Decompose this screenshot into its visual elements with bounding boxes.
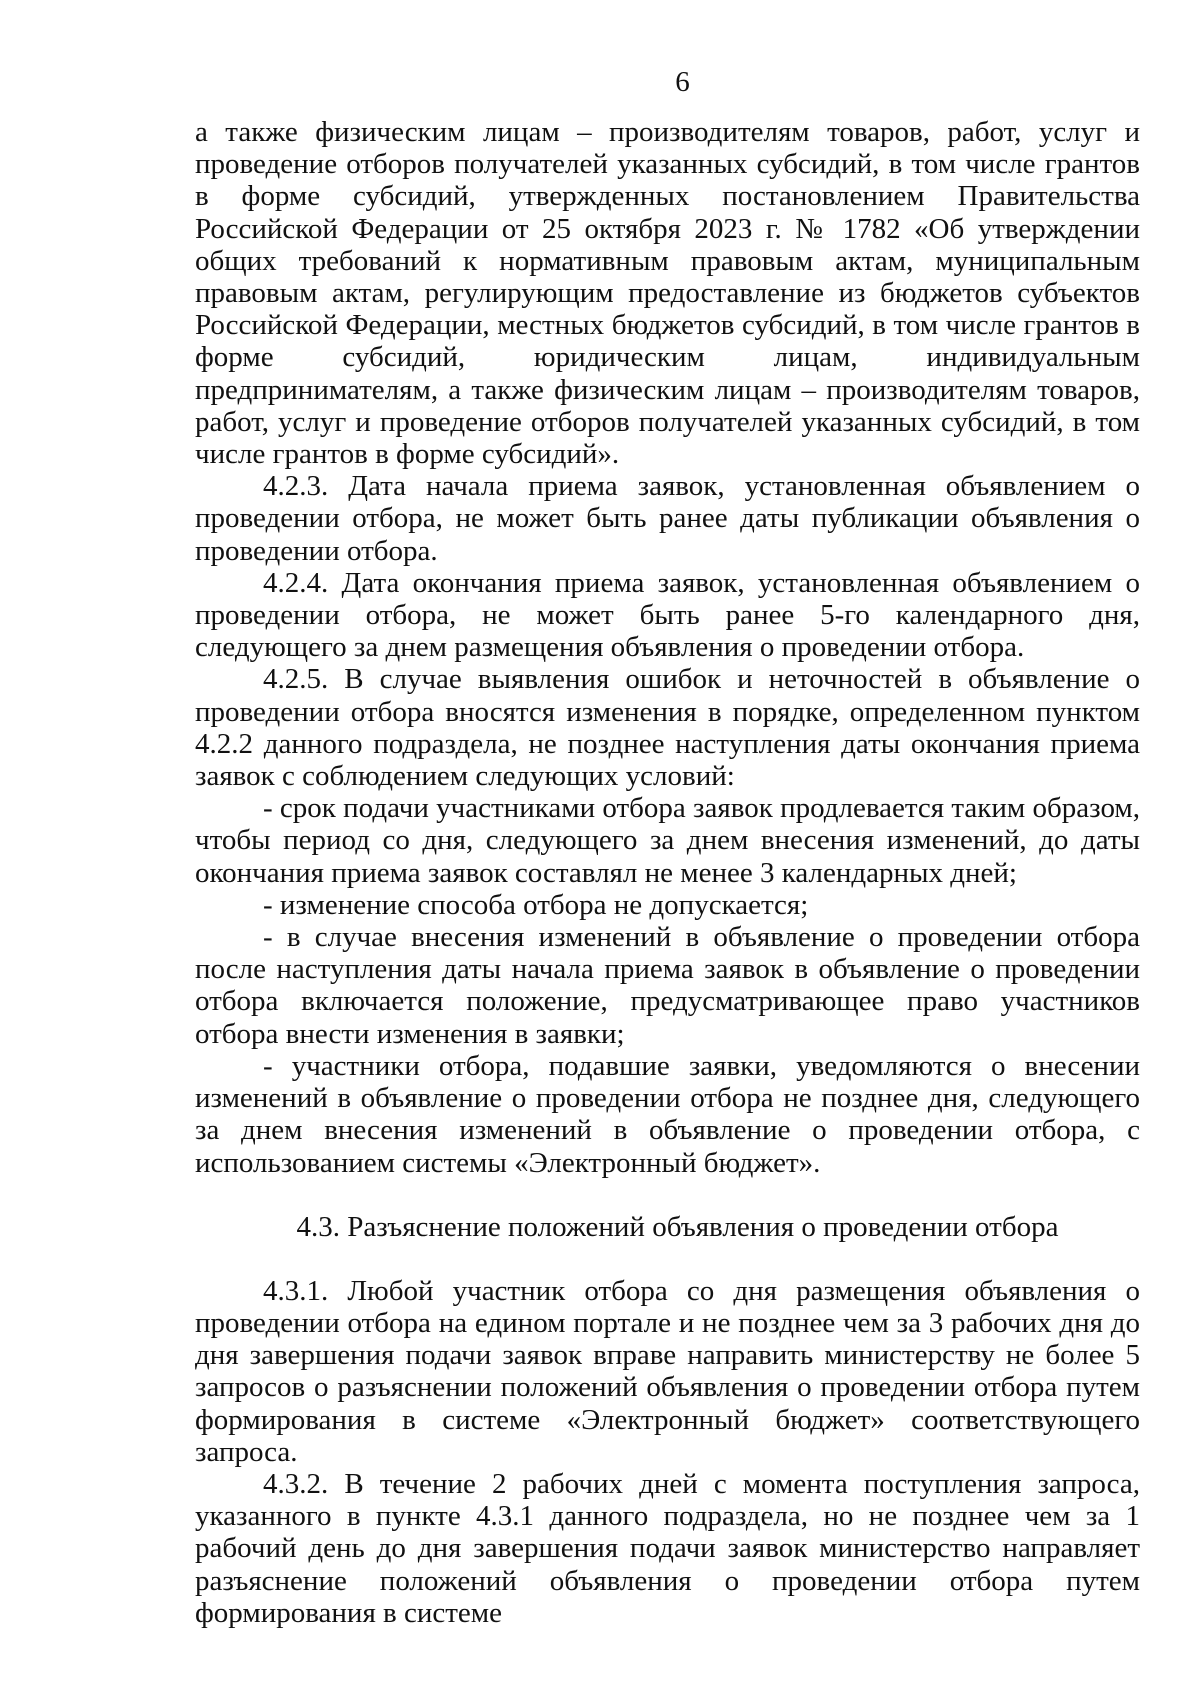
page-number: 6	[675, 66, 690, 98]
list-item-method-change: - изменение способа отбора не допускается;	[263, 888, 809, 921]
paragraph-4-2-4: 4.2.4. Дата окончания приема заявок, установленная объявлением о проведении отбора, не может быть ранее 5-го календарного дня, следующего за днем размещения объявления о проведении отбора.	[195, 566, 1140, 664]
section-heading-4-3: 4.3. Разъяснение положений объявления о проведении отбора	[296, 1210, 1059, 1243]
list-item-notification: - участники отбора, подавшие заявки, уведомляются о внесении изменений в объявление о проведении отбора не позднее дня, следующего за днем внесения изменений в объявление о проведении отбора, с использованием системы «Электронный бюджет».	[195, 1049, 1140, 1179]
paragraph-4-2-5: 4.2.5. В случае выявления ошибок и неточностей в объявление о проведении отбора вносятся изменения в порядке, определенном пунктом 4.2.2 данного подраздела, не позднее наступления даты окончания приема заявок с соблюдением следующих условий:	[195, 663, 1140, 793]
paragraph-4-3-1: 4.3.1. Любой участник отбора со дня размещения объявления о проведении отбора на едином портале и не позднее чем за 3 рабочих дня до дня завершения подачи заявок вправе направить министерству не более 5 запросов о разъяснении положений объявления о проведении отбора путем формирования в системе «Электронный бюджет» соответствующего запроса.	[195, 1274, 1140, 1468]
paragraph-4-2-3: 4.2.3. Дата начала приема заявок, установленная объявлением о проведении отбора, не может быть ранее даты публикации объявления о проведении отбора.	[195, 470, 1140, 567]
document-page	[195, 62, 1140, 1629]
list-item-application-changes: - в случае внесения изменений в объявление о проведении отбора после наступления даты начала приема заявок в объявление о проведении отбора включается положение, предусматривающее право участников отбора внести изменения в заявки;	[195, 921, 1140, 1050]
list-item-deadline-extension: - срок подачи участниками отбора заявок продлевается таким образом, чтобы период со дня, следующего за днем внесения изменений, до даты окончания приема заявок составлял не менее 3 календарных дней;	[195, 792, 1140, 889]
paragraph-continuation: а также физическим лицам – производителям товаров, работ, услуг и проведение отборов получателей указанных субсидий, в том числе грантов в форме субсидий, утвержденных постановлением Правительства Российской Федерации от 25 октября 2023 г. № 1782 «Об утверждении общих требований к нормативным правовым актам, муниципальным правовым актам, регулирующим предоставление из бюджетов субъектов Российской Федерации, местных бюджетов субсидий, в том числе грантов в форме субсидий, юридическим лицам, индивидуальным предпринимателям, а также физическим лицам – производителям товаров, работ, услуг и проведение отборов получателей указанных субсидий, в том числе грантов в форме субсидий».	[195, 116, 1140, 471]
paragraph-4-3-2: 4.3.2. В течение 2 рабочих дней с момента поступления запроса, указанного в пункте 4.3.1 данного подраздела, но не позднее чем за 1 рабочий день до дня завершения подачи заявок министерство направляет разъяснение положений объявления о проведении отбора путем формирования в системе	[195, 1467, 1140, 1629]
